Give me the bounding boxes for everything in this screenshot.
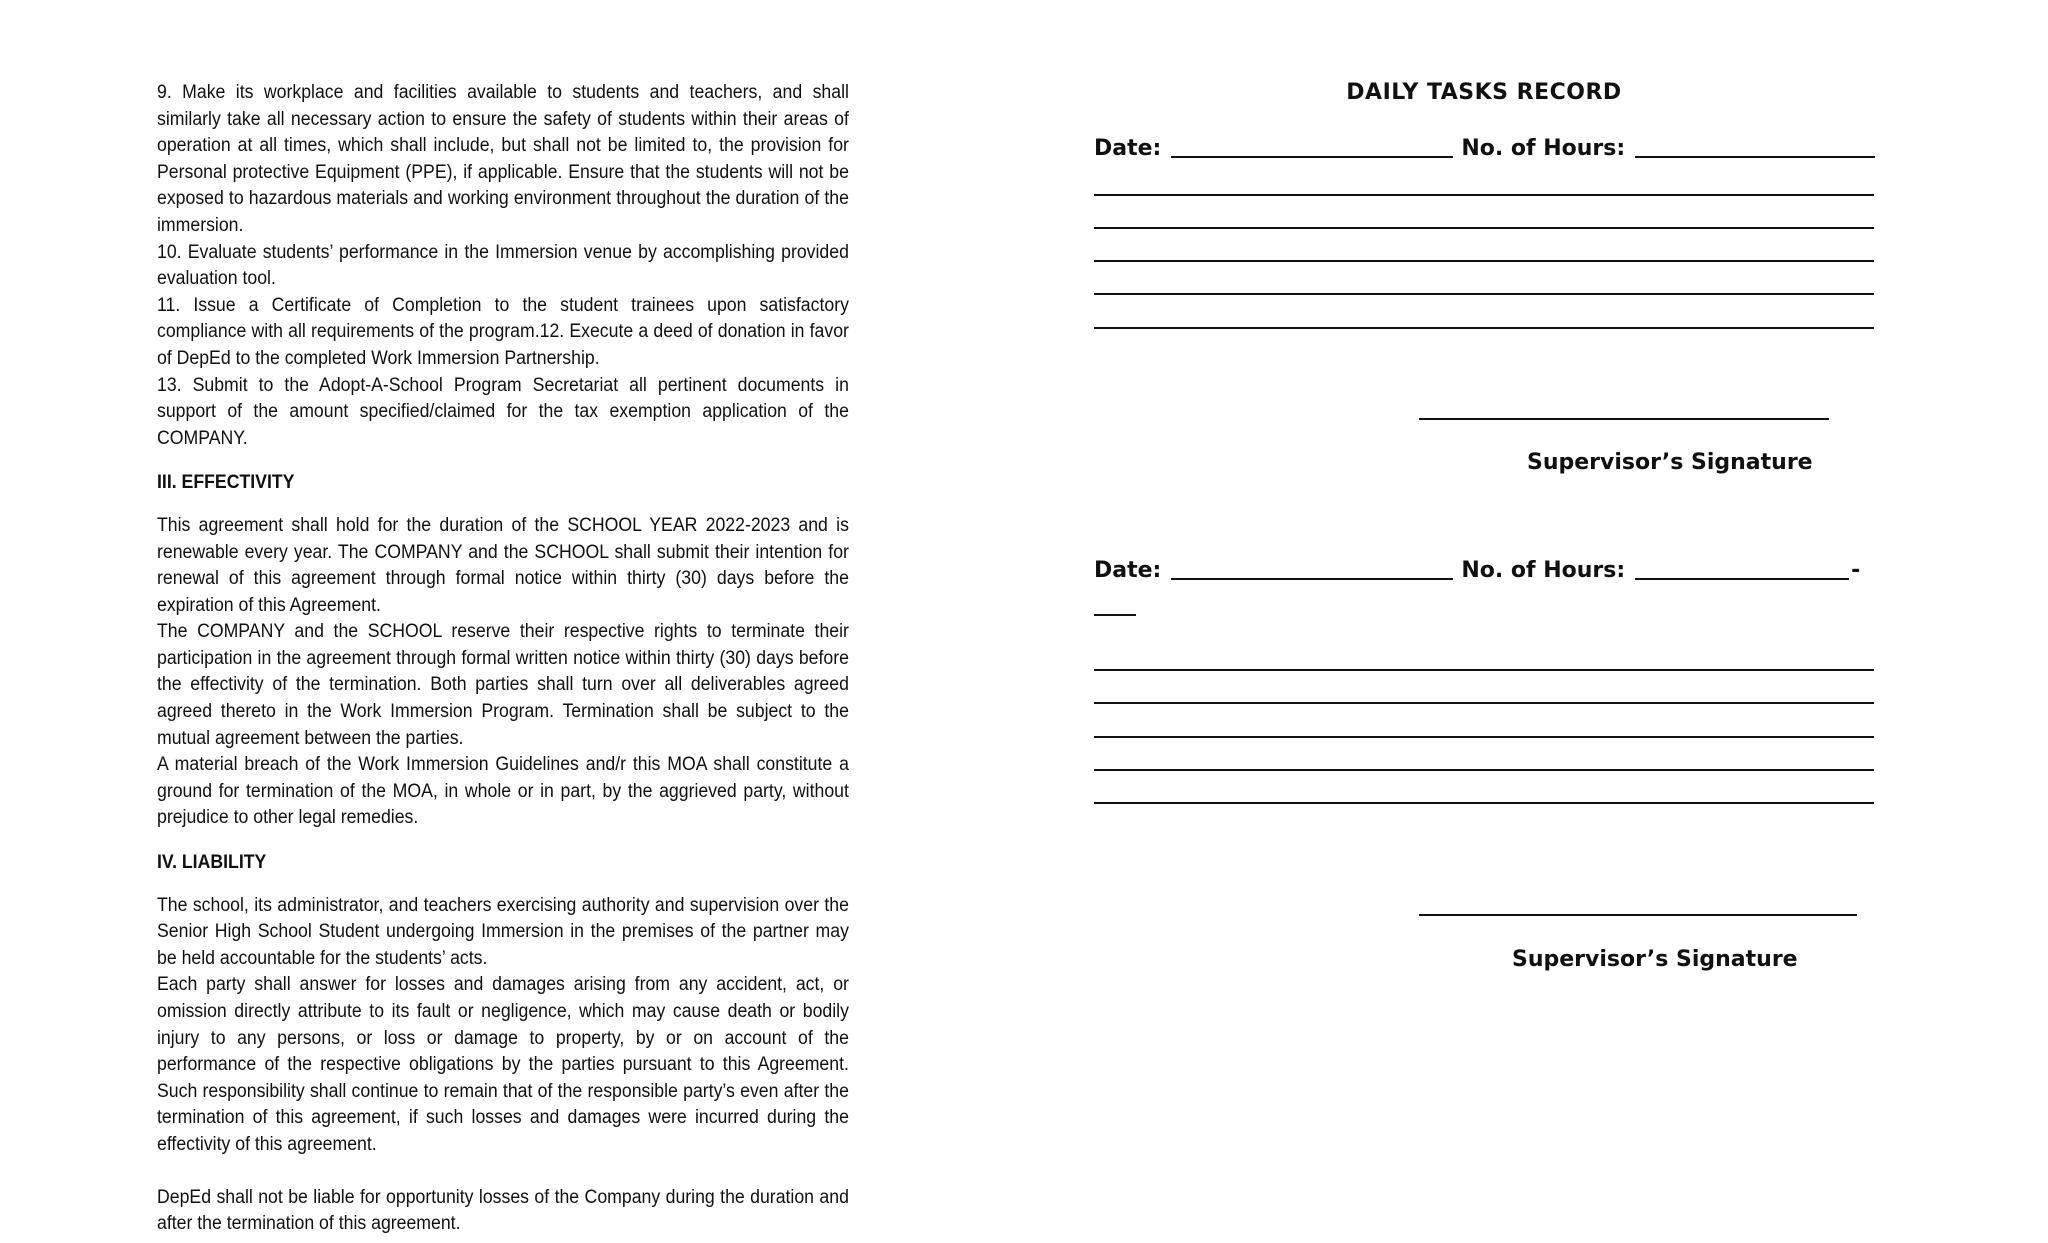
entry-2-task-line-5[interactable] <box>1094 802 1874 804</box>
entry-1-task-line-1[interactable] <box>1094 194 1874 196</box>
entry-1-header-row <box>1094 136 1883 161</box>
paragraph-spacer <box>157 1159 849 1185</box>
clause-11-12: 11. Issue a Certificate of Completion to the student trainees upon satisfactory compliance with all requirements of the program.12. Execute a deed of donation in favor of DepEd to the completed Work Immersion Partnership. <box>157 294 849 369</box>
entry-2-hours-overflow-line <box>1094 614 1136 616</box>
effectivity-paragraph-2: The COMPANY and the SCHOOL reserve their respective rights to terminate their participation in the agreement through formal written notice within thirty (30) days before the effectivity of the termination. Both parties shall turn over all deliverables agreed agreed thereto in the Work Immersion Program. Termination shall be subject to the mutual agreement between the parties. <box>157 621 849 749</box>
liability-paragraph-2: Each party shall answer for losses and damages arising from any accident, act, or omission directly attribute to its fault or negligence, which may cause death or bodily injury to any persons, or loss or damage to property, by or on account of the performance of the respective obligations by the parties pursuant to this Agreement. Such responsibility shall continue to remain that of the responsible party’s even after the termination of this agreement, if such losses and damages were incurred during the effectivity of this agreement. <box>157 974 849 1155</box>
entry-2-hours-blank[interactable] <box>1635 558 1849 580</box>
entry-2-task-line-1[interactable] <box>1094 669 1874 671</box>
daily-tasks-record-form <box>1094 0 1874 1243</box>
entry-1-signature-line[interactable] <box>1419 418 1829 420</box>
liability-paragraph-1: The school, its administrator, and teachers exercising authority and supervision over the Senior High School Student undergoing Immersion in the premises of the partner may be held accountable for the students’ acts. <box>157 894 849 969</box>
entry-2-hours-label: No. of Hours: <box>1461 558 1626 583</box>
entry-1-task-line-5[interactable] <box>1094 327 1874 329</box>
heading-effectivity: III. EFFECTIVITY <box>157 472 295 494</box>
entry-2-task-line-3[interactable] <box>1094 736 1874 738</box>
entry-2-hours-suffix: - <box>1851 558 1861 583</box>
clause-9: 9. Make its workplace and facilities available to students and teachers, and shall similarly take all necessary action to ensure the safety of students within their areas of operation at all times, which shall include, but shall not be limited to, the provision for Personal protective Equipment (PPE), if applicable. Ensure that the students will not be exposed to hazardous materials and working environment throughout the duration of the immersion. <box>157 82 849 236</box>
entry-1-task-line-4[interactable] <box>1094 293 1874 295</box>
entry-1-date-label: Date: <box>1094 136 1162 161</box>
entry-1-signature-label: Supervisor’s Signature <box>1527 450 1813 475</box>
form-title: DAILY TASKS RECORD <box>1346 80 1622 105</box>
agreement-text-column <box>157 80 849 1238</box>
entry-1-hours-blank[interactable] <box>1635 136 1875 158</box>
heading-liability: IV. LIABILITY <box>157 852 267 874</box>
entry-1-task-line-3[interactable] <box>1094 260 1874 262</box>
entry-2-date-blank[interactable] <box>1171 558 1453 580</box>
entry-2-signature-line[interactable] <box>1419 914 1857 916</box>
effectivity-paragraph-1: This agreement shall hold for the duration of the SCHOOL YEAR 2022-2023 and is renewable every year. The COMPANY and the SCHOOL shall submit their intention for renewal of this agreement through formal notice within thirty (30) days before the expiration of this Agreement. <box>157 514 849 616</box>
effectivity-paragraph-3: A material breach of the Work Immersion Guidelines and/r this MOA shall constitute a ground for termination of the MOA, in whole or in part, by the aggrieved party, without prejudice to other legal remedies. <box>157 754 849 829</box>
clause-10: 10. Evaluate students’ performance in the Immersion venue by accomplishing provided evaluation tool. <box>157 241 849 290</box>
entry-1-task-line-2[interactable] <box>1094 227 1874 229</box>
entry-2-date-label: Date: <box>1094 558 1162 583</box>
entry-2-header-row <box>1094 558 1860 583</box>
entry-1-date-blank[interactable] <box>1171 136 1453 158</box>
entry-2-signature-label: Supervisor’s Signature <box>1512 947 1798 972</box>
entry-2-task-line-4[interactable] <box>1094 769 1874 771</box>
entry-1-hours-label: No. of Hours: <box>1461 136 1626 161</box>
clause-13: 13. Submit to the Adopt-A-School Program Secretariat all pertinent documents in support of the amount specified/claimed for the tax exemption application of the COMPANY. <box>157 374 849 449</box>
liability-paragraph-3: DepEd shall not be liable for opportunity losses of the Company during the duration and after the termination of this agreement. <box>157 1186 849 1235</box>
entry-2-task-line-2[interactable] <box>1094 702 1874 704</box>
